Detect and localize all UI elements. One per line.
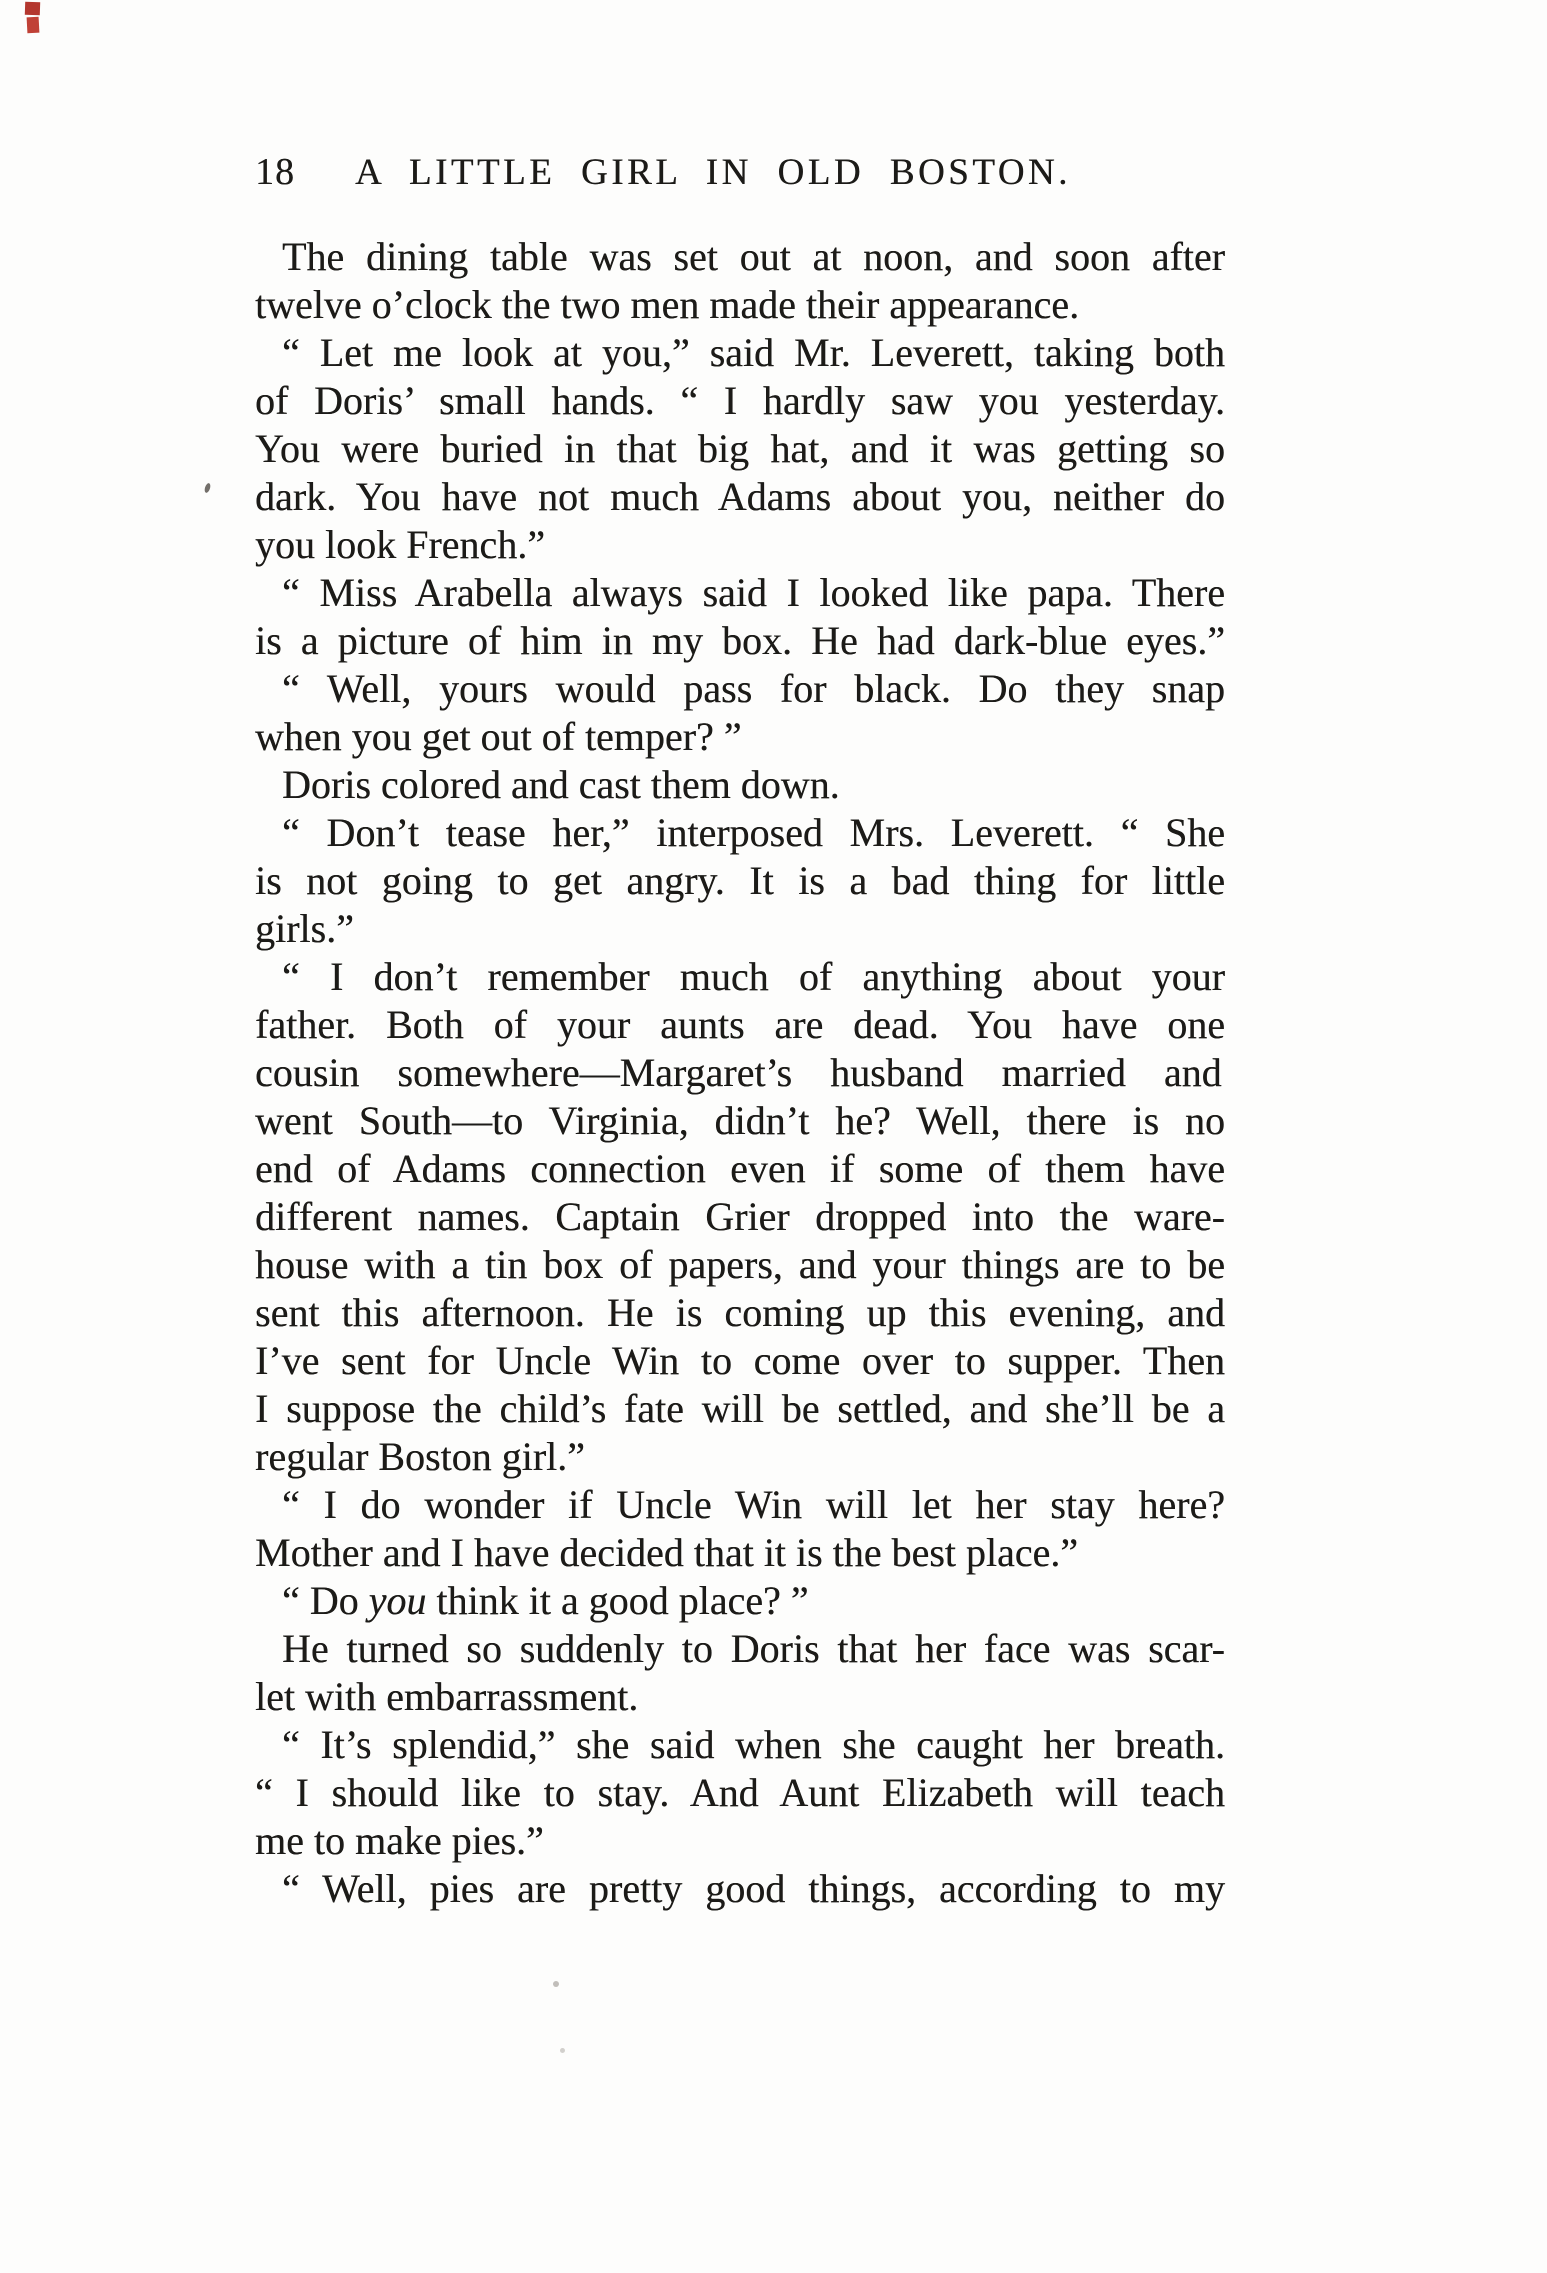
text-line: when you get out of temper? ” xyxy=(255,714,742,759)
text-line: dark. You have not much Adams about you, neither do xyxy=(255,474,1225,519)
text-line: different names. Captain Grier dropped into the ware- xyxy=(255,1194,1225,1239)
text-line: me to make pies.” xyxy=(255,1818,544,1863)
text-line: “ Well, yours would pass for black. Do they snap xyxy=(282,666,1225,711)
text-line: “ Do you think it a good place? ” xyxy=(282,1578,809,1623)
text-block xyxy=(255,233,1225,1913)
text-line: end of Adams connection even if some of them have xyxy=(255,1146,1225,1191)
text-line: cousin somewhere—Margaret’s husband married and xyxy=(255,1050,1222,1095)
text-line: let with embarrassment. xyxy=(255,1674,639,1719)
text-line: I’ve sent for Uncle Win to come over to supper. Then xyxy=(255,1338,1225,1383)
text-line: I suppose the child’s fate will be settled, and she’ll be a xyxy=(255,1386,1225,1431)
text-line: sent this afternoon. He is coming up this evening, and xyxy=(255,1290,1225,1335)
scan-speck xyxy=(560,2048,565,2053)
scan-speck xyxy=(553,1981,559,1987)
text-line: “ It’s splendid,” she said when she caught her breath. xyxy=(282,1722,1225,1767)
text-line: He turned so suddenly to Doris that her face was scar- xyxy=(282,1626,1225,1671)
text-line: you look French.” xyxy=(255,522,545,567)
text-line: twelve o’clock the two men made their appearance. xyxy=(255,282,1080,327)
text-line: “ Well, pies are pretty good things, according to my xyxy=(282,1866,1225,1911)
text-line: “ I don’t remember much of anything about your xyxy=(282,954,1225,999)
running-head xyxy=(255,150,1230,194)
text-line: “ Don’t tease her,” interposed Mrs. Leverett. “ She xyxy=(282,810,1225,855)
text-line: “ Let me look at you,” said Mr. Leverett, taking both xyxy=(282,330,1225,375)
text-line: “ Miss Arabella always said I looked like papa. There xyxy=(282,570,1225,615)
running-title: A LITTLE GIRL IN OLD BOSTON. xyxy=(355,152,1071,193)
text-line: “ I should like to stay. And Aunt Elizabeth will teach xyxy=(255,1770,1225,1815)
text-line: father. Both of your aunts are dead. You have one xyxy=(255,1002,1225,1047)
red-ink-scan-mark xyxy=(27,17,40,34)
text-line: girls.” xyxy=(255,906,354,951)
text-line: of Doris’ small hands. “ I hardly saw you yesterday. xyxy=(255,378,1225,423)
text-line: You were buried in that big hat, and it was getting so xyxy=(255,426,1225,471)
text-line: “ I do wonder if Uncle Win will let her stay here? xyxy=(282,1482,1225,1527)
red-ink-scan-mark xyxy=(25,2,40,16)
text-line: regular Boston girl.” xyxy=(255,1434,585,1479)
text-line: went South—to Virginia, didn’t he? Well, there is no xyxy=(255,1098,1225,1143)
text-line: house with a tin box of papers, and your things are to be xyxy=(255,1242,1225,1287)
text-line: Doris colored and cast them down. xyxy=(282,762,840,807)
text-line: is a picture of him in my box. He had dark-blue eyes.” xyxy=(255,618,1225,663)
scan-speck xyxy=(204,482,212,493)
text-line: The dining table was set out at noon, and soon after xyxy=(282,234,1225,279)
text-line: is not going to get angry. It is a bad thing for little xyxy=(255,858,1225,903)
page-number: 18 xyxy=(255,151,295,193)
text-line: Mother and I have decided that it is the best place.” xyxy=(255,1530,1079,1575)
